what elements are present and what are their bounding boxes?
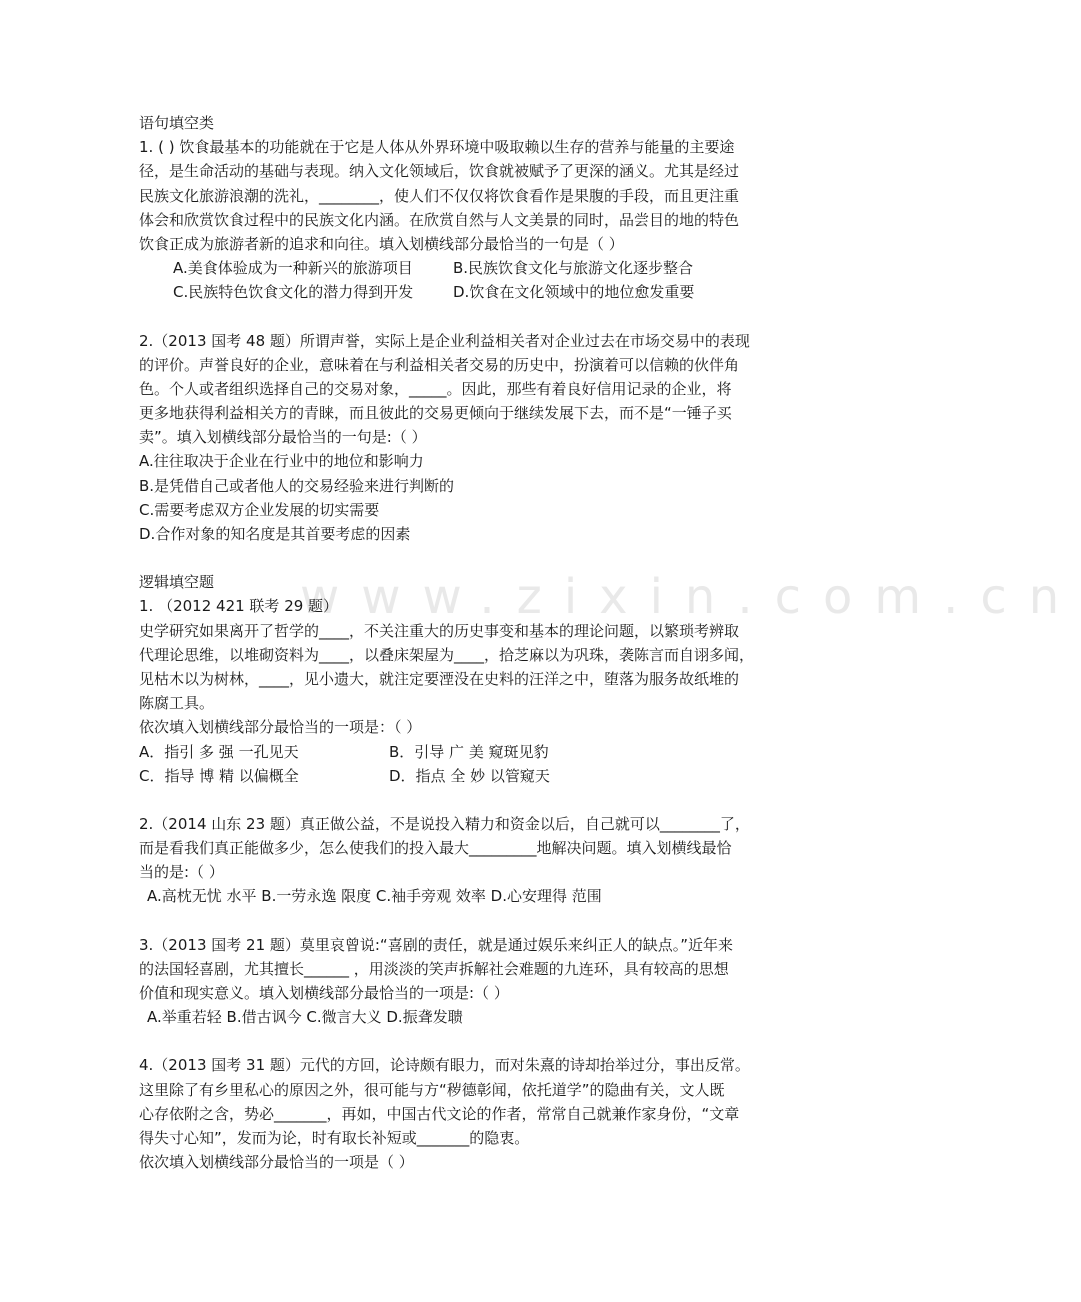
- option-a: A.美食体验成为一种新兴的旅游项目: [173, 259, 413, 278]
- option-a: A.往往取决于企业在行业中的地位和影响力: [139, 452, 424, 471]
- q-line: 卖”。填入划横线部分最恰当的一句是:（ ）: [139, 428, 427, 447]
- option-d: D．指点 全 妙 以管窥天: [389, 766, 550, 785]
- q-line: 色。个人或者组织选择自己的交易对象，_____。因此，那些有着良好信用记录的企业，将: [139, 379, 732, 398]
- option-c: C.需要考虑双方企业发展的切实需要: [139, 500, 380, 519]
- q-line: 的法国轻喜剧，尤其擅长______ ，用淡淡的笑声拆解社会难题的九连环，具有较高的思想: [139, 959, 729, 978]
- q-line: 得失寸心知”，发而为论，时有取长补短或_______的隐衷。: [139, 1128, 530, 1147]
- option-row: [139, 256, 789, 280]
- q-line: 4.（2013 国考 31 题）元代的方回，论诗颇有眼力，而对朱熹的诗却抬举过分，事出反常。: [139, 1056, 750, 1075]
- q-line: 体会和欣赏饮食过程中的民族文化内涵。在欣赏自然与人文美景的同时，品尝目的地的特色: [139, 210, 740, 229]
- q-line: 而是看我们真正能做多少，怎么使我们的投入最大_________地解决问题。填入划横线最恰: [139, 839, 732, 858]
- watermark: www.zixin.com.cn: [300, 569, 1081, 625]
- option-b: B.是凭借自己或者他人的交易经验来进行判断的: [139, 476, 455, 495]
- option-a: A．指引 多 强 一孔见天: [139, 742, 299, 761]
- q-line: 的评价。声誉良好的企业，意味着在与利益相关者交易的历史中，扮演着可以信赖的伙伴角: [139, 355, 740, 374]
- q-line: 3.（2013 国考 21 题）莫里哀曾说:“喜剧的责任，就是通过娱乐来纠正人的缺点。”近年来: [139, 935, 733, 954]
- q-line: 饮食正成为旅游者新的追求和向往。填入划横线部分最恰当的一句是（ ）: [139, 234, 624, 253]
- option-row: [139, 280, 789, 304]
- question-s1-2: [139, 329, 789, 547]
- q-line: 陈腐工具。: [139, 694, 215, 713]
- option-row: [139, 740, 789, 764]
- q-title: 1. （2012 421 联考 29 题）: [139, 597, 339, 616]
- q-line: 见枯木以为树林，____，见小遗大，就注定要湮没在史料的汪洋之中，堕落为服务故纸堆的: [139, 669, 740, 688]
- option-b: B.民族饮食文化与旅游文化逐步整合: [453, 259, 694, 278]
- q-line: 2.（2014 山东 23 题）真正做公益，不是说投入精力和资金以后，自己就可以________了，: [139, 814, 750, 833]
- q-line: 民族文化旅游浪潮的洗礼，________，使人们不仅仅将饮食看作是果腹的手段，而且更注重: [139, 186, 740, 205]
- option-c: C.民族特色饮食文化的潜力得到开发: [173, 283, 414, 302]
- document-page: [139, 111, 789, 1174]
- question-s1-1: [139, 135, 789, 304]
- option-row: A.高枕无忧 水平 B.一劳永逸 限度 C.袖手旁观 效率 D.心安理得 范围: [147, 887, 602, 906]
- q-line: 1. ( ) 饮食最基本的功能就在于它是人体从外界环境中吸取赖以生存的营养与能量的主要途: [139, 138, 735, 157]
- option-row: A.举重若轻 B.借古讽今 C.微言大义 D.振聋发聩: [147, 1008, 463, 1027]
- question-s2-3: [139, 933, 789, 1030]
- q-line: 代理论思维，以堆砌资料为____，以叠床架屋为____，拾芝麻以为巩珠，袭陈言而自诩多闻，: [139, 645, 755, 664]
- question-s2-1: [139, 594, 789, 788]
- q-line: 史学研究如果离开了哲学的____，不关注重大的历史事变和基本的理论问题，以繁琐考辨取: [139, 621, 740, 640]
- q-line: 依次填入划横线部分最恰当的一项是（ ）: [139, 1153, 414, 1172]
- option-d: D.合作对象的知名度是其首要考虑的因素: [139, 525, 411, 543]
- q-line: 2.（2013 国考 48 题）所谓声誉，实际上是企业利益相关者对企业过去在市场交易中的表现: [139, 331, 750, 350]
- question-s2-2: [139, 812, 789, 909]
- q-line: 更多地获得利益相关方的青睐，而且彼此的交易更倾向于继续发展下去，而不是“一锤子买: [139, 404, 732, 423]
- q-line: 这里除了有乡里私心的原因之外，很可能与方“秽德彰闻，依托道学”的隐曲有关，文人既: [139, 1080, 725, 1099]
- option-b: B．引导 广 美 窥斑见豹: [389, 742, 549, 761]
- q-line: 价值和现实意义。填入划横线部分最恰当的一项是:（ ）: [139, 984, 509, 1002]
- section-heading-sentence-fill: 语句填空类: [139, 114, 215, 132]
- section-heading-logic-fill: 逻辑填空题: [139, 573, 215, 592]
- option-c: C．指导 博 精 以偏概全: [139, 766, 299, 785]
- q-line: 径，是生命活动的基础与表现。纳入文化领域后，饮食就被赋予了更深的涵义。尤其是经过: [139, 162, 740, 181]
- q-line: 心存依附之含，势必_______，再如，中国古代文论的作者，常常自己就兼作家身份，“文章: [139, 1104, 740, 1123]
- question-s2-4: [139, 1053, 789, 1174]
- q-line: 依次填入划横线部分最恰当的一项是：（ ）: [139, 718, 422, 737]
- option-row: [139, 764, 789, 788]
- option-d: D.饮食在文化领域中的地位愈发重要: [453, 283, 695, 302]
- q-line: 当的是:（ ）: [139, 863, 224, 882]
